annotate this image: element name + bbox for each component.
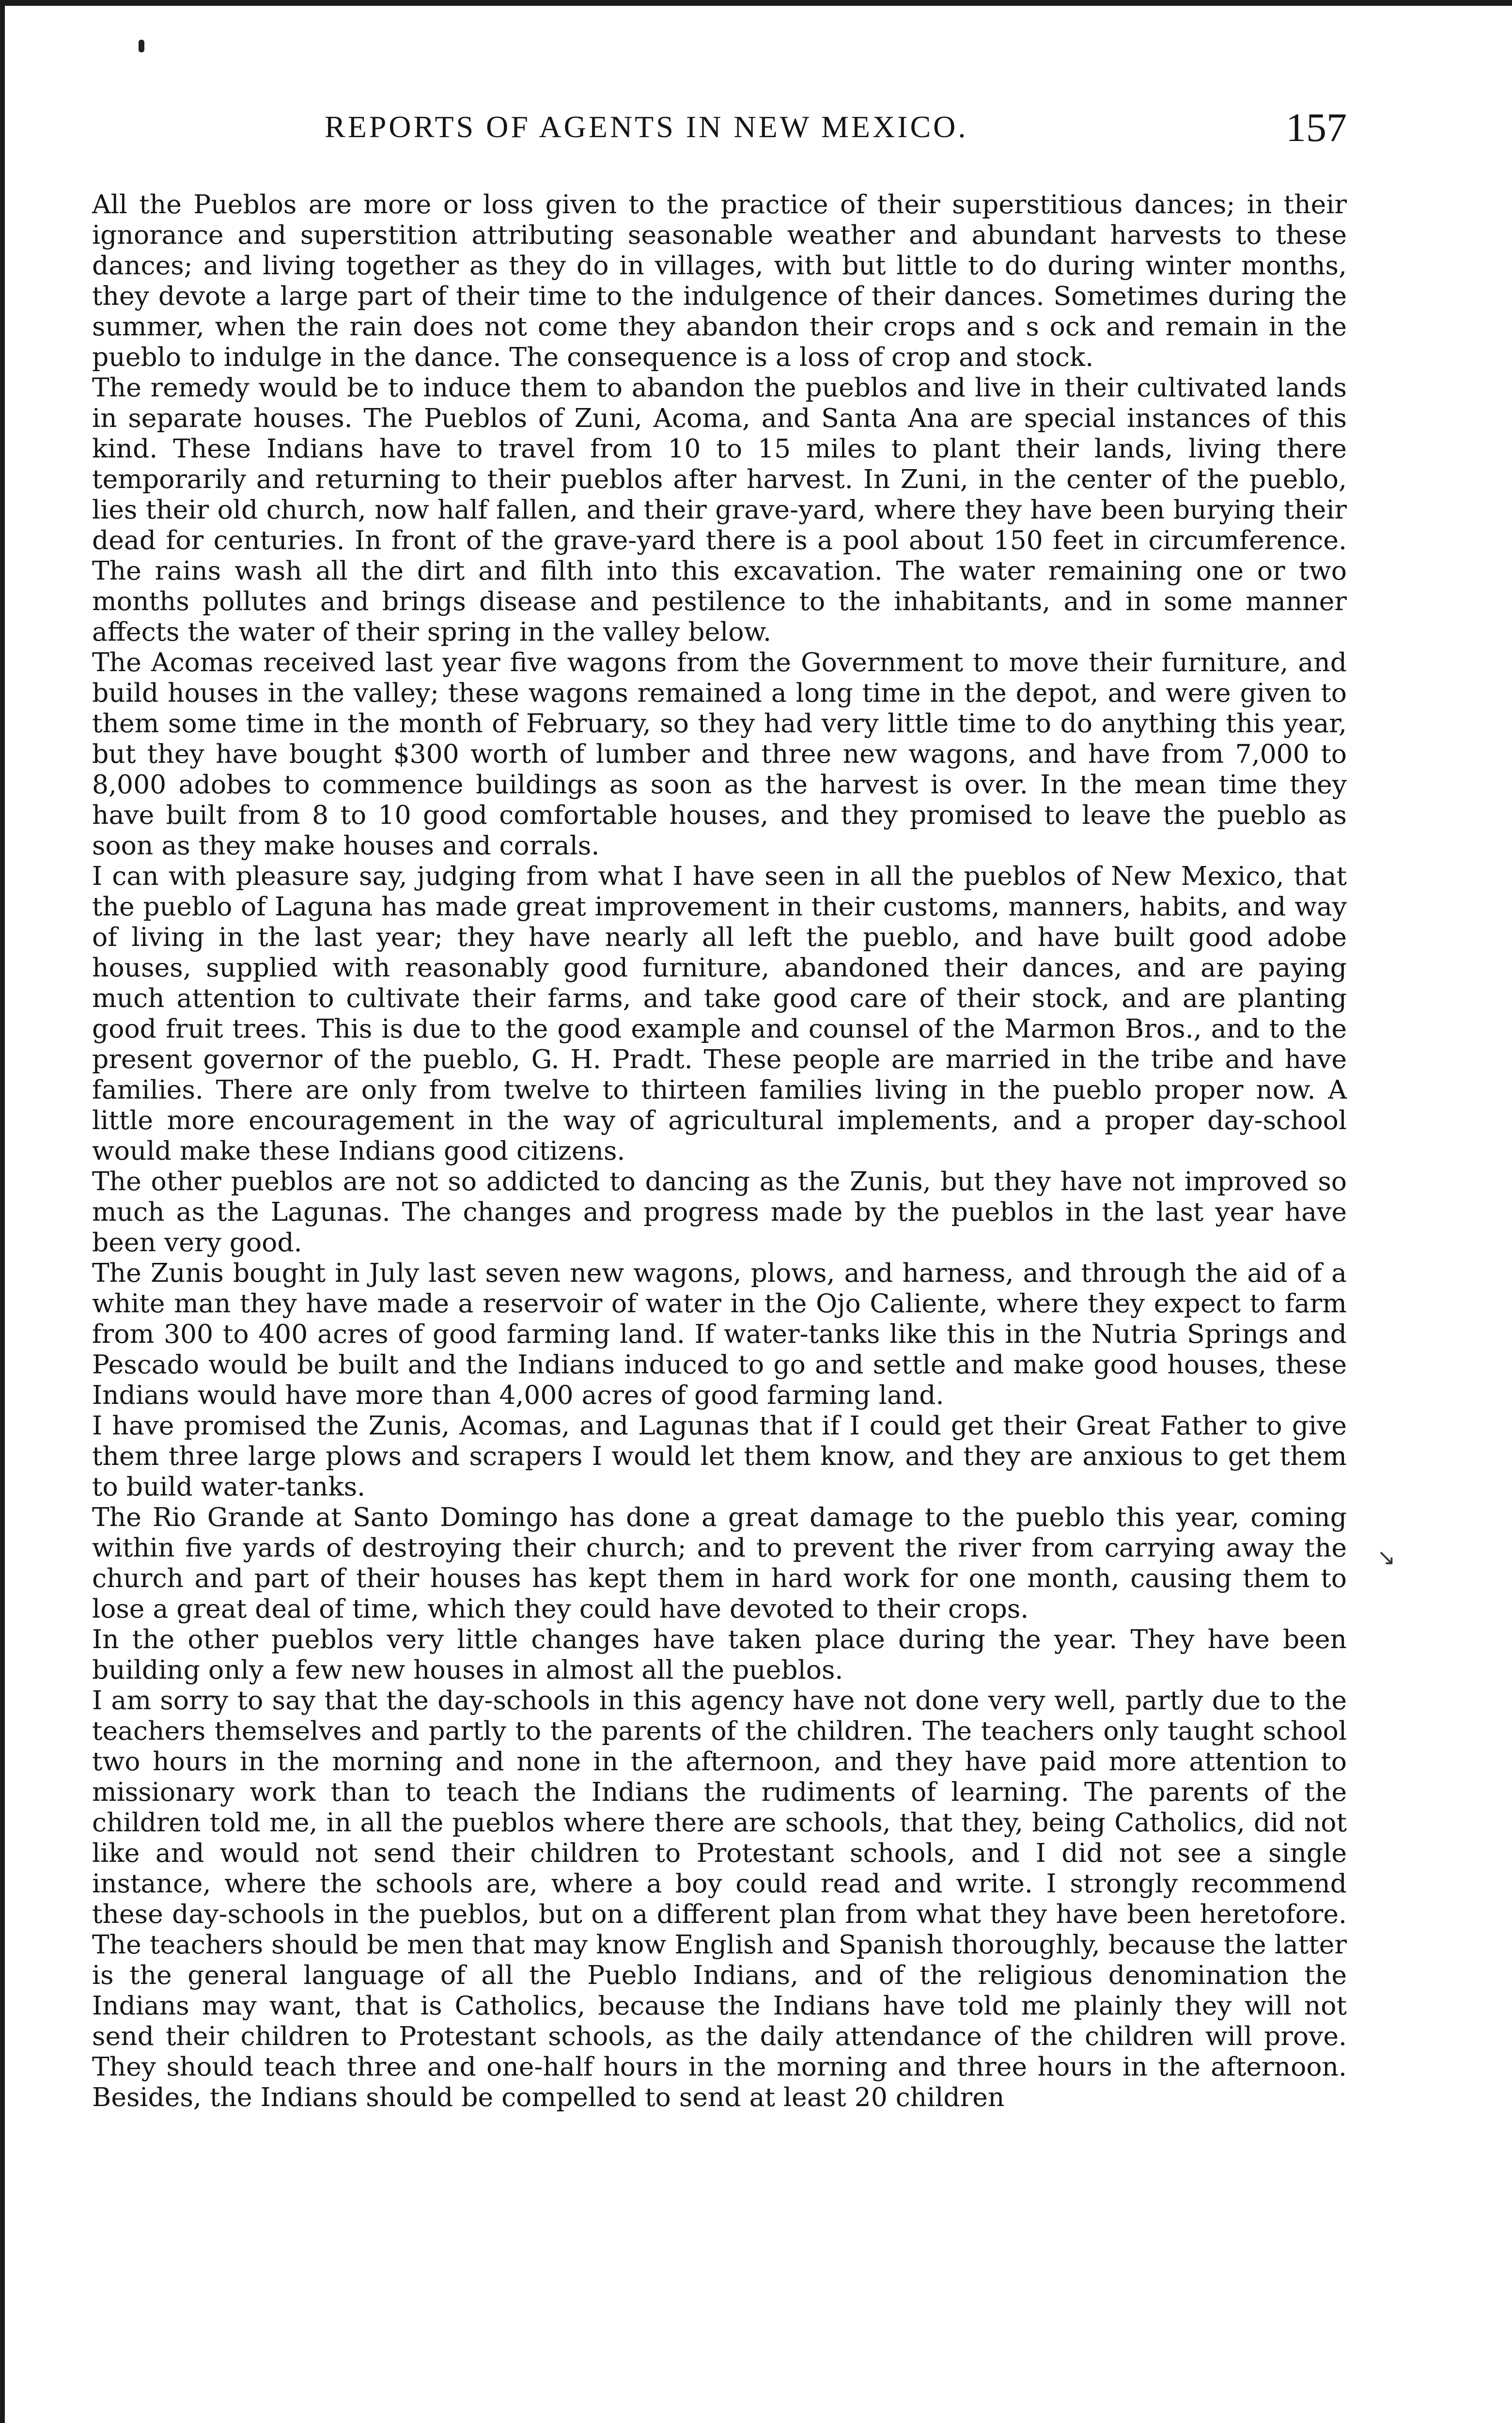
- top-edge-rule: [0, 0, 1512, 6]
- paragraph-laguna: I can with pleasure say, judging from what I have seen in all the pueblos of New Mexico, that the pueblo of Laguna has made great improvement in their customs, manners, habits, and way of living in the last year; they have nearly all left the pueblo, and have built good adobe houses, supplied with reasonably good furniture, abandoned their dances, and are paying much attention to cultivate their farms, and take good care of their stock, and are planting good fruit trees. This is due to the good example and counsel of the Marmon Bros., and to the present governor of the pueblo, G. H. Pradt. These people are married in the tribe and have families. There are only from twelve to thirteen families living in the pueblo proper now. A little more encouragement in the way of agricultural implements, and a proper day-school would make these Indians good citizens.: [92, 861, 1347, 1166]
- body-text: [92, 189, 1347, 2423]
- page-number: 157: [1286, 105, 1347, 150]
- paragraph-rio-grande: The Rio Grande at Santo Domingo has done a great damage to the pueblo this year, coming within five yards of destroying their church; and to prevent the river from carrying away the church and part of their houses has kept them in hard work for one month, causing them to lose a great deal of time, which they could have devoted to their crops.: [92, 1502, 1347, 1624]
- paragraph-little-change: In the other pueblos very little changes have taken place during the year. They have been building only a few new houses in almost all the pueblos.: [92, 1624, 1347, 1685]
- paragraph-superstitious-dances: All the Pueblos are more or loss given to the practice of their superstitious dances; in their ignorance and superstition attributing seasonable weather and abundant harvests to these dances; and living together as they do in villages, with but little to do during winter months, they devote a large part of their time to the indulgence of their dances. Sometimes during the summer, when the rain does not come they abandon their crops and s ock and remain in the pueblo to indulge in the dance. The consequence is a loss of crop and stock.: [92, 189, 1347, 372]
- left-edge-rule: [0, 0, 5, 2423]
- paragraph-promise: I have promised the Zunis, Acomas, and Lagunas that if I could get their Great Father to give them three large plows and scrapers I would let them know, and they are anxious to get them to build water-tanks.: [92, 1410, 1347, 1502]
- ink-speck: [139, 40, 144, 52]
- paragraph-acomas: The Acomas received last year five wagons from the Government to move their furniture, and build houses in the valley; these wagons remained a long time in the depot, and were given to them some time in the month of February, so they had very little time to do anything this year, but they have bought $300 worth of lumber and three new wagons, and have from 7,000 to 8,000 adobes to commence buildings as soon as the harvest is over. In the mean time they have built from 8 to 10 good comfortable houses, and they promised to leave the pueblo as soon as they make houses and corrals.: [92, 647, 1347, 861]
- paragraph-day-schools: I am sorry to say that the day-schools in this agency have not done very well, partly due to the teachers themselves and partly to the parents of the children. The teachers only taught school two hours in the morning and none in the afternoon, and they have paid more attention to missionary work than to teach the Indians the rudiments of learning. The parents of the children told me, in all the pueblos where there are schools, that they, being Catholics, did not like and would not send their children to Protestant schools, and I did not see a single instance, where the schools are, where a boy could read and write. I strongly recommend these day-schools in the pueblos, but on a different plan from what they have been heretofore. The teachers should be men that may know English and Spanish thoroughly, because the latter is the general language of all the Pueblo Indians, and of the religious denomination the Indians may want, that is Catholics, because the Indians have told me plainly they will not send their children to Protestant schools, as the daily attendance of the children will prove. They should teach three and one-half hours in the morning and three hours in the afternoon. Besides, the Indians should be compelled to send at least 20 children: [92, 1685, 1347, 2112]
- margin-mark: ↘: [1377, 1545, 1396, 1570]
- running-head: REPORTS OF AGENTS IN NEW MEXICO.: [325, 110, 968, 144]
- paragraph-other-pueblos: The other pueblos are not so addicted to dancing as the Zunis, but they have not improved so much as the Lagunas. The changes and progress made by the pueblos in the last year have been very good.: [92, 1166, 1347, 1258]
- paragraph-zunis: The Zunis bought in July last seven new wagons, plows, and harness, and through the aid of a white man they have made a reservoir of water in the Ojo Caliente, where they expect to farm from 300 to 400 acres of good farming land. If water-tanks like this in the Nutria Springs and Pescado would be built and the Indians induced to go and settle and make good houses, these Indians would have more than 4,000 acres of good farming land.: [92, 1258, 1347, 1410]
- page-header: [92, 104, 1347, 162]
- paragraph-remedy: The remedy would be to induce them to abandon the pueblos and live in their cultivated lands in separate houses. The Pueblos of Zuni, Acoma, and Santa Ana are special instances of this kind. These Indians have to travel from 10 to 15 miles to plant their lands, living there temporarily and returning to their pueblos after harvest. In Zuni, in the center of the pueblo, lies their old church, now half fallen, and their grave-yard, where they have been burying their dead for centuries. In front of the grave-yard there is a pool about 150 feet in circumference. The rains wash all the dirt and filth into this excavation. The water remaining one or two months pollutes and brings disease and pestilence to the inhabitants, and in some manner affects the water of their spring in the valley below.: [92, 372, 1347, 647]
